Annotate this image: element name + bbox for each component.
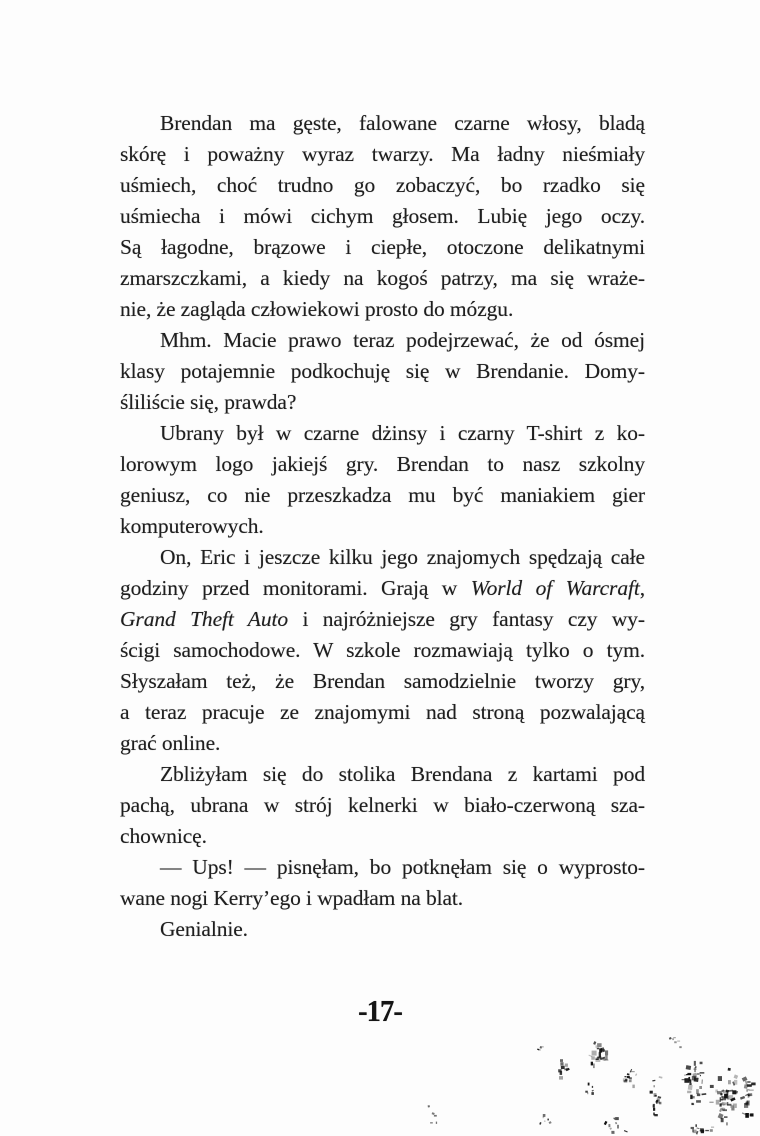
text-line <box>120 914 645 945</box>
text-line <box>120 666 645 697</box>
text-segment: Są łagodne, brązowe i ciepłe, otoczone delikatnymi <box>120 235 645 259</box>
text-segment: chownicę. <box>120 824 207 848</box>
text-segment: ścigi samochodowe. W szkole rozmawiają tylko o tym. <box>120 638 645 662</box>
text-segment: uśmiecha i mówi cichym głosem. Lubię jego oczy. <box>120 204 645 228</box>
italic-title-text: Grand Theft Auto <box>120 607 289 631</box>
text-line <box>120 697 645 728</box>
text-segment: komputerowych. <box>120 514 264 538</box>
text-line <box>120 480 645 511</box>
text-line <box>120 201 645 232</box>
text-segment: zmarszczkami, a kiedy na kogoś patrzy, ma się wraże- <box>120 266 645 290</box>
text-line <box>120 883 645 914</box>
text-line <box>120 449 645 480</box>
text-segment: Zbliżyłam się do stolika Brendana z kartami pod <box>160 762 645 786</box>
text-line <box>120 759 645 790</box>
text-line <box>120 542 645 573</box>
text-line <box>120 325 645 356</box>
text-line <box>120 821 645 852</box>
text-segment: nie, że zagląda człowiekowi prosto do mózgu. <box>120 297 514 321</box>
text-segment: godziny przed monitorami. Grają w <box>120 576 471 600</box>
text-segment: uśmiech, choć trudno go zobaczyć, bo rzadko się <box>120 173 645 197</box>
text-segment: lorowym logo jakiejś gry. Brendan to nasz szkolny <box>120 452 645 476</box>
body-text <box>120 108 645 945</box>
text-segment: i najróżniejsze gry fantasy czy wy- <box>288 607 645 631</box>
text-segment: geniusz, co nie przeszkadza mu być maniakiem gier <box>120 483 645 507</box>
text-segment: śliliście się, prawda? <box>120 390 297 414</box>
text-line <box>120 573 645 604</box>
text-segment: Genialnie. <box>160 917 248 941</box>
text-line <box>120 232 645 263</box>
text-segment: Mhm. Macie prawo teraz podejrzewać, że od ósmej <box>160 328 645 352</box>
text-segment: wane nogi Kerry’ego i wpadłam na blat. <box>120 886 464 910</box>
text-segment: — Ups! — pisnęłam, bo potknęłam się o wyprosto- <box>160 855 645 879</box>
text-segment: On, Eric i jeszcze kilku jego znajomych spędzają całe <box>160 545 645 569</box>
text-segment: Brendan ma gęste, falowane czarne włosy, bladą <box>160 111 645 135</box>
text-line <box>120 263 645 294</box>
text-line <box>120 852 645 883</box>
italic-title-text: World of Warcraft <box>470 576 640 600</box>
text-line <box>120 790 645 821</box>
text-line <box>120 604 645 635</box>
text-line <box>120 728 645 759</box>
page-number: -17- <box>358 993 402 1028</box>
text-segment: Słyszałam też, że Brendan samodzielnie tworzy gry, <box>120 669 645 693</box>
text-line <box>120 418 645 449</box>
text-line <box>120 294 645 325</box>
text-line <box>120 108 645 139</box>
text-segment: Ubrany był w czarne dżinsy i czarny T-shirt z ko- <box>160 421 645 445</box>
text-line <box>120 387 645 418</box>
text-line <box>120 139 645 170</box>
text-segment: klasy potajemnie podkochuję się w Brendanie. Domy- <box>120 359 645 383</box>
text-segment: grać online. <box>120 731 221 755</box>
text-line <box>120 511 645 542</box>
text-line <box>120 635 645 666</box>
text-segment: , <box>639 576 646 600</box>
text-segment: pachą, ubrana w strój kelnerki w biało-czerwoną sza- <box>120 793 645 817</box>
text-segment: skórę i poważny wyraz twarzy. Ma ładny nieśmiały <box>120 142 645 166</box>
text-line <box>120 170 645 201</box>
text-segment: a teraz pracuje ze znajomymi nad stroną pozwalającą <box>120 700 645 724</box>
text-line <box>120 356 645 387</box>
